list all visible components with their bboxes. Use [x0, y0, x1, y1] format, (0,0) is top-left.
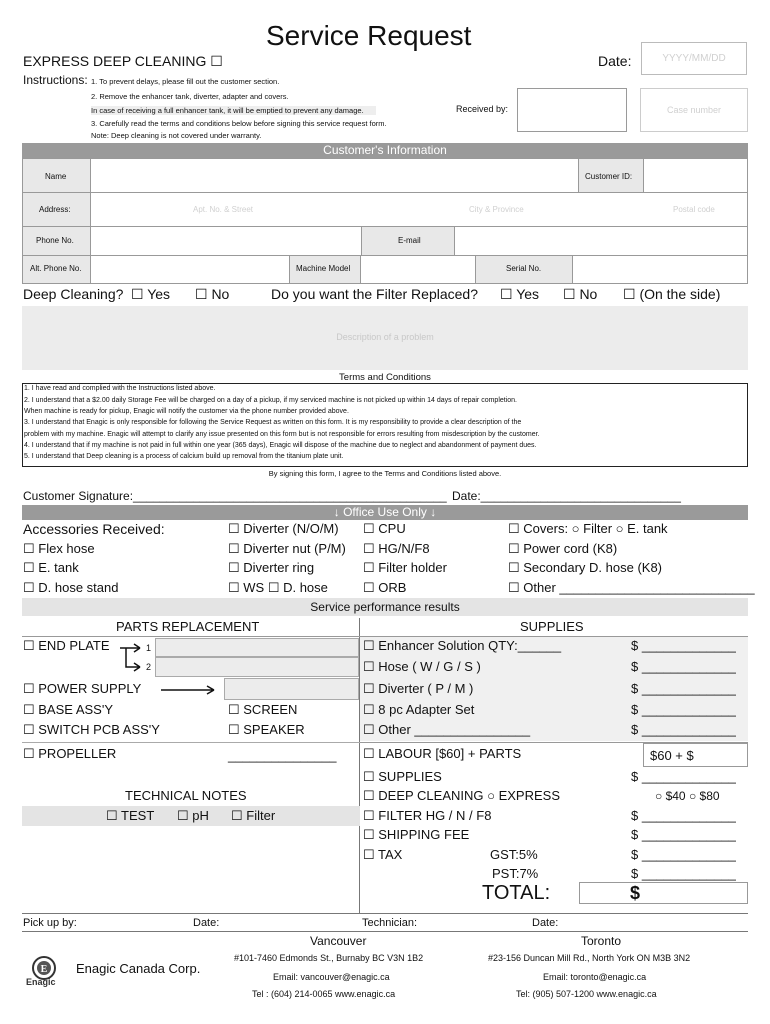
base-assy-checkbox[interactable]: ☐ BASE ASS'Y	[23, 702, 114, 717]
tax-checkbox[interactable]: ☐ TAX	[363, 847, 403, 862]
pickup-label: Pick up by:	[23, 917, 77, 929]
instruction-3: 3. Carefully read the terms and conditions below before signing this service request form.	[91, 119, 387, 128]
labour-checkbox[interactable]: ☐ LABOUR [$60] + PARTS	[363, 746, 522, 761]
total-dollar: $	[630, 883, 641, 903]
covers-checkbox[interactable]: ☐ Covers: ○ Filter ○ E. tank	[508, 521, 668, 536]
deep-cleaning-no[interactable]: ☐ No	[195, 286, 230, 302]
serial-field[interactable]	[573, 256, 747, 283]
alt-phone-label: Alt. Phone No.	[30, 264, 82, 273]
footer-bottom-line	[22, 931, 748, 932]
email-label-cell	[361, 227, 455, 256]
switch-pcb-checkbox[interactable]: ☐ SWITCH PCB ASS'Y	[23, 722, 160, 737]
speaker-checkbox[interactable]: ☐ SPEAKER	[228, 722, 305, 737]
footer-line	[22, 913, 748, 914]
vancouver-address: #101-7460 Edmonds St., Burnaby BC V3N 1B2	[234, 953, 424, 963]
labour-amount-box[interactable]	[643, 743, 748, 767]
end-plate-checkbox[interactable]: ☐ END PLATE	[23, 638, 110, 653]
deep-cleaning-fee-checkbox[interactable]: ☐ DEEP CLEANING ○ EXPRESS	[363, 788, 560, 803]
terms-title: Terms and Conditions	[339, 372, 431, 383]
hose-price[interactable]: $ _____________	[631, 659, 736, 674]
parts-mid-line	[22, 742, 360, 743]
technician-label: Technician:	[362, 917, 418, 929]
cpu-checkbox[interactable]: ☐ CPU	[363, 521, 406, 536]
supplies-checkbox[interactable]: ☐ SUPPLIES	[363, 769, 442, 784]
vancouver-email: Email: vancouver@enagic.ca	[273, 972, 390, 982]
alt-phone-label-cell	[23, 256, 91, 283]
enagic-logo-text: Enagic	[26, 977, 56, 987]
labour-amount: $60 + $	[650, 748, 694, 763]
filter-fee-price[interactable]: $ _____________	[631, 808, 736, 823]
gst-label: GST:5%	[490, 847, 538, 862]
adapter-price[interactable]: $ _____________	[631, 702, 736, 717]
d-hose-stand-checkbox[interactable]: ☐ D. hose stand	[23, 580, 119, 595]
end-plate-2: 2	[146, 662, 152, 672]
case-number-field[interactable]	[640, 88, 748, 132]
received-by-field[interactable]	[517, 88, 627, 132]
phone-label: Phone No.	[36, 236, 74, 245]
terms-line-1: 1. I have read and complied with the Instructions listed above.	[24, 385, 216, 392]
total-box[interactable]	[579, 882, 748, 904]
vancouver-tel: Tel : (604) 214-0065 www.enagic.ca	[252, 989, 396, 999]
filter-on-side[interactable]: ☐ (On the side)	[623, 286, 721, 302]
power-supply-checkbox[interactable]: ☐ POWER SUPPLY	[23, 681, 142, 696]
shipping-price[interactable]: $ _____________	[631, 827, 736, 842]
phone-field[interactable]	[91, 227, 361, 256]
tech-notes-title: TECHNICAL NOTES	[125, 788, 247, 803]
svg-text:E: E	[40, 964, 48, 975]
name-label-cell	[23, 159, 91, 193]
toronto-city: Toronto	[581, 934, 622, 948]
office-use-band: ↓ Office Use Only ↓	[22, 505, 748, 520]
deep-cleaning-options[interactable]: ○ $40 ○ $80	[655, 789, 720, 803]
express-deep-cleaning-checkbox[interactable]: EXPRESS DEEP CLEANING ☐	[23, 53, 223, 69]
diverter-nom-checkbox[interactable]: ☐ Diverter (N/O/M)	[228, 521, 339, 536]
date-placeholder: YYYY/MM/DD	[662, 53, 726, 64]
terms-line-5: 5. I understand that Deep cleaning is a process of calcium build up removal from the titanium plate unit.	[24, 453, 344, 460]
vancouver-city: Vancouver	[310, 934, 367, 948]
signature-date-line[interactable]: Date:______________________________	[452, 489, 681, 503]
toronto-address: #23-156 Duncan Mill Rd., North York ON M3B 3N2	[488, 953, 691, 963]
toronto-email: Email: toronto@enagic.ca	[543, 972, 647, 982]
screen-checkbox[interactable]: ☐ SCREEN	[228, 702, 298, 717]
customer-info-band: Customer's Information	[22, 143, 748, 158]
accessories-label: Accessories Received:	[23, 521, 165, 537]
customer-id-label: Customer ID:	[585, 172, 633, 181]
terms-agree: By signing this form, I agree to the Terms and Conditions listed above.	[268, 469, 502, 478]
street-placeholder: Apt. No. & Street	[193, 205, 254, 214]
filter-yes[interactable]: ☐ Yes	[500, 286, 540, 302]
shipping-checkbox[interactable]: ☐ SHIPPING FEE	[363, 827, 470, 842]
alt-phone-field[interactable]	[91, 256, 289, 283]
diverter-ring-checkbox[interactable]: ☐ Diverter ring	[228, 560, 315, 575]
name-label: Name	[45, 172, 67, 181]
adapter-checkbox[interactable]: ☐ 8 pc Adapter Set	[363, 702, 475, 717]
toronto-tel: Tel: (905) 507-1200 www.enagic.ca	[516, 989, 657, 999]
serial-label: Serial No.	[506, 264, 542, 273]
instruction-2b: In case of receiving a full enhancer tank, it will be emptied to prevent any damage.	[91, 106, 376, 115]
enhancer-price[interactable]: $ _____________	[631, 638, 736, 653]
email-field[interactable]	[455, 227, 747, 256]
address-label-cell	[23, 193, 91, 227]
power-cord-checkbox[interactable]: ☐ Power cord (K8)	[508, 541, 618, 556]
pst-label: PST:7%	[492, 866, 539, 881]
pst-price[interactable]: $ _____________	[631, 866, 736, 881]
propeller-line[interactable]: _______________	[228, 748, 337, 763]
address-field[interactable]	[91, 193, 747, 227]
e-tank-checkbox[interactable]: ☐ E. tank	[23, 560, 79, 575]
phone-label-cell	[23, 227, 91, 256]
orb-checkbox[interactable]: ☐ ORB	[363, 580, 407, 595]
parts-title: PARTS REPLACEMENT	[116, 619, 260, 634]
other-supply-price[interactable]: $ _____________	[631, 722, 736, 737]
customer-id-label-cell	[578, 159, 643, 193]
diverter-price[interactable]: $ _____________	[631, 681, 736, 696]
machine-model-field[interactable]	[361, 256, 475, 283]
enhancer-checkbox[interactable]: ☐ Enhancer Solution QTY:______	[363, 638, 562, 653]
name-field[interactable]	[91, 159, 598, 193]
tech-notes-field[interactable]	[22, 826, 359, 912]
date-label: Date:	[598, 53, 632, 69]
instructions-label: Instructions:	[23, 73, 88, 87]
enagic-logo	[27, 955, 65, 991]
other-supply-checkbox[interactable]: ☐ Other ________________	[363, 722, 531, 737]
end-plate-1: 1	[146, 643, 152, 653]
flex-hose-checkbox[interactable]: ☐ Flex hose	[23, 541, 95, 556]
test-checkbox[interactable]: ☐ TEST	[106, 808, 155, 823]
problem-placeholder: Description of a problem	[336, 332, 434, 342]
total-label: TOTAL:	[482, 882, 551, 904]
serial-label-cell	[475, 256, 573, 283]
hgnf8-checkbox[interactable]: ☐ HG/N/F8	[363, 541, 430, 556]
customer-info-table	[22, 158, 748, 284]
customer-id-field[interactable]	[643, 159, 747, 193]
power-supply-arrow	[160, 684, 216, 696]
problem-description-field[interactable]	[22, 306, 748, 370]
city-placeholder: City & Province	[469, 205, 524, 214]
deep-cleaning-question: Deep Cleaning?	[23, 286, 124, 302]
end-plate-1-field[interactable]	[155, 638, 359, 657]
address-label: Address:	[39, 205, 71, 214]
supplies-price[interactable]: $ _____________	[631, 769, 736, 784]
instruction-note: Note: Deep cleaning is not covered under warranty.	[91, 131, 262, 140]
company-name: Enagic Canada Corp.	[76, 961, 201, 976]
results-band: Service performance results	[310, 600, 460, 614]
instruction-2: 2. Remove the enhancer tank, diverter, adapter and covers.	[91, 92, 289, 101]
supplies-title: SUPPLIES	[520, 619, 584, 634]
filter-note-checkbox[interactable]: ☐ Filter	[231, 808, 276, 823]
filter-no[interactable]: ☐ No	[563, 286, 598, 302]
case-number-placeholder: Case number	[666, 105, 722, 115]
terms-line-2: 2. I understand that a $2.00 daily Storage Fee will be charged on a day of a pickup, if my serviced machine is not picked up within 14 days of repair completion.	[24, 397, 518, 404]
end-plate-2-field[interactable]	[155, 657, 359, 677]
terms-line-3b: problem with my machine. Enagic will attempt to clarify any issue presented on this form but is not responsible for errors resulting from misdescription by the customer.	[24, 431, 540, 438]
terms-line-4: 4. I understand that if my machine is not paid in full within one year (365 days), Enagic will dispose of the machine due to neglect and abandonment of payment dues.	[24, 442, 537, 449]
gst-price[interactable]: $ _____________	[631, 847, 736, 862]
filter-holder-checkbox[interactable]: ☐ Filter holder	[363, 560, 447, 575]
email-label: E-mail	[398, 236, 421, 245]
ph-checkbox[interactable]: ☐ pH	[177, 808, 209, 823]
postal-placeholder: Postal code	[673, 205, 715, 214]
other-accessory-checkbox[interactable]: ☐ Other ___________________________	[508, 580, 755, 595]
terms-line-3: 3. I understand that Enagic is only responsible for following the Service Request as written on this form. It is my responsibility to provide a clear description of the	[24, 419, 522, 426]
propeller-checkbox[interactable]: ☐ PROPELLER	[23, 746, 117, 761]
end-plate-arrows	[118, 639, 148, 673]
machine-model-label-cell	[289, 256, 361, 283]
ws-dhose-checkbox[interactable]: ☐ WS ☐ D. hose	[228, 580, 328, 595]
technician-date-label: Date:	[532, 917, 559, 929]
filter-fee-checkbox[interactable]: ☐ FILTER HG / N / F8	[363, 808, 492, 823]
power-supply-field[interactable]	[224, 678, 359, 700]
hose-checkbox[interactable]: ☐ Hose ( W / G / S )	[363, 659, 481, 674]
terms-box	[22, 383, 748, 467]
secondary-hose-checkbox[interactable]: ☐ Secondary D. hose (K8)	[508, 560, 663, 575]
filter-replace-question: Do you want the Filter Replaced?	[271, 286, 478, 302]
page-title: Service Request	[266, 20, 472, 51]
diverter-supply-checkbox[interactable]: ☐ Diverter ( P / M )	[363, 681, 474, 696]
pickup-date-label: Date:	[193, 917, 220, 929]
date-field[interactable]	[641, 42, 747, 75]
terms-line-2b: When machine is ready for pickup, Enagic will notify the customer via the phone number provided above.	[24, 408, 349, 415]
customer-signature-line[interactable]: Customer Signature:_______________________________________________	[23, 489, 447, 503]
deep-cleaning-yes[interactable]: ☐ Yes	[131, 286, 171, 302]
instruction-1: 1. To prevent delays, please fill out the customer section.	[91, 77, 280, 86]
diverter-nut-checkbox[interactable]: ☐ Diverter nut (P/M)	[228, 541, 346, 556]
machine-model-label: Machine Model	[296, 264, 351, 273]
received-by-label: Received by:	[456, 104, 509, 114]
